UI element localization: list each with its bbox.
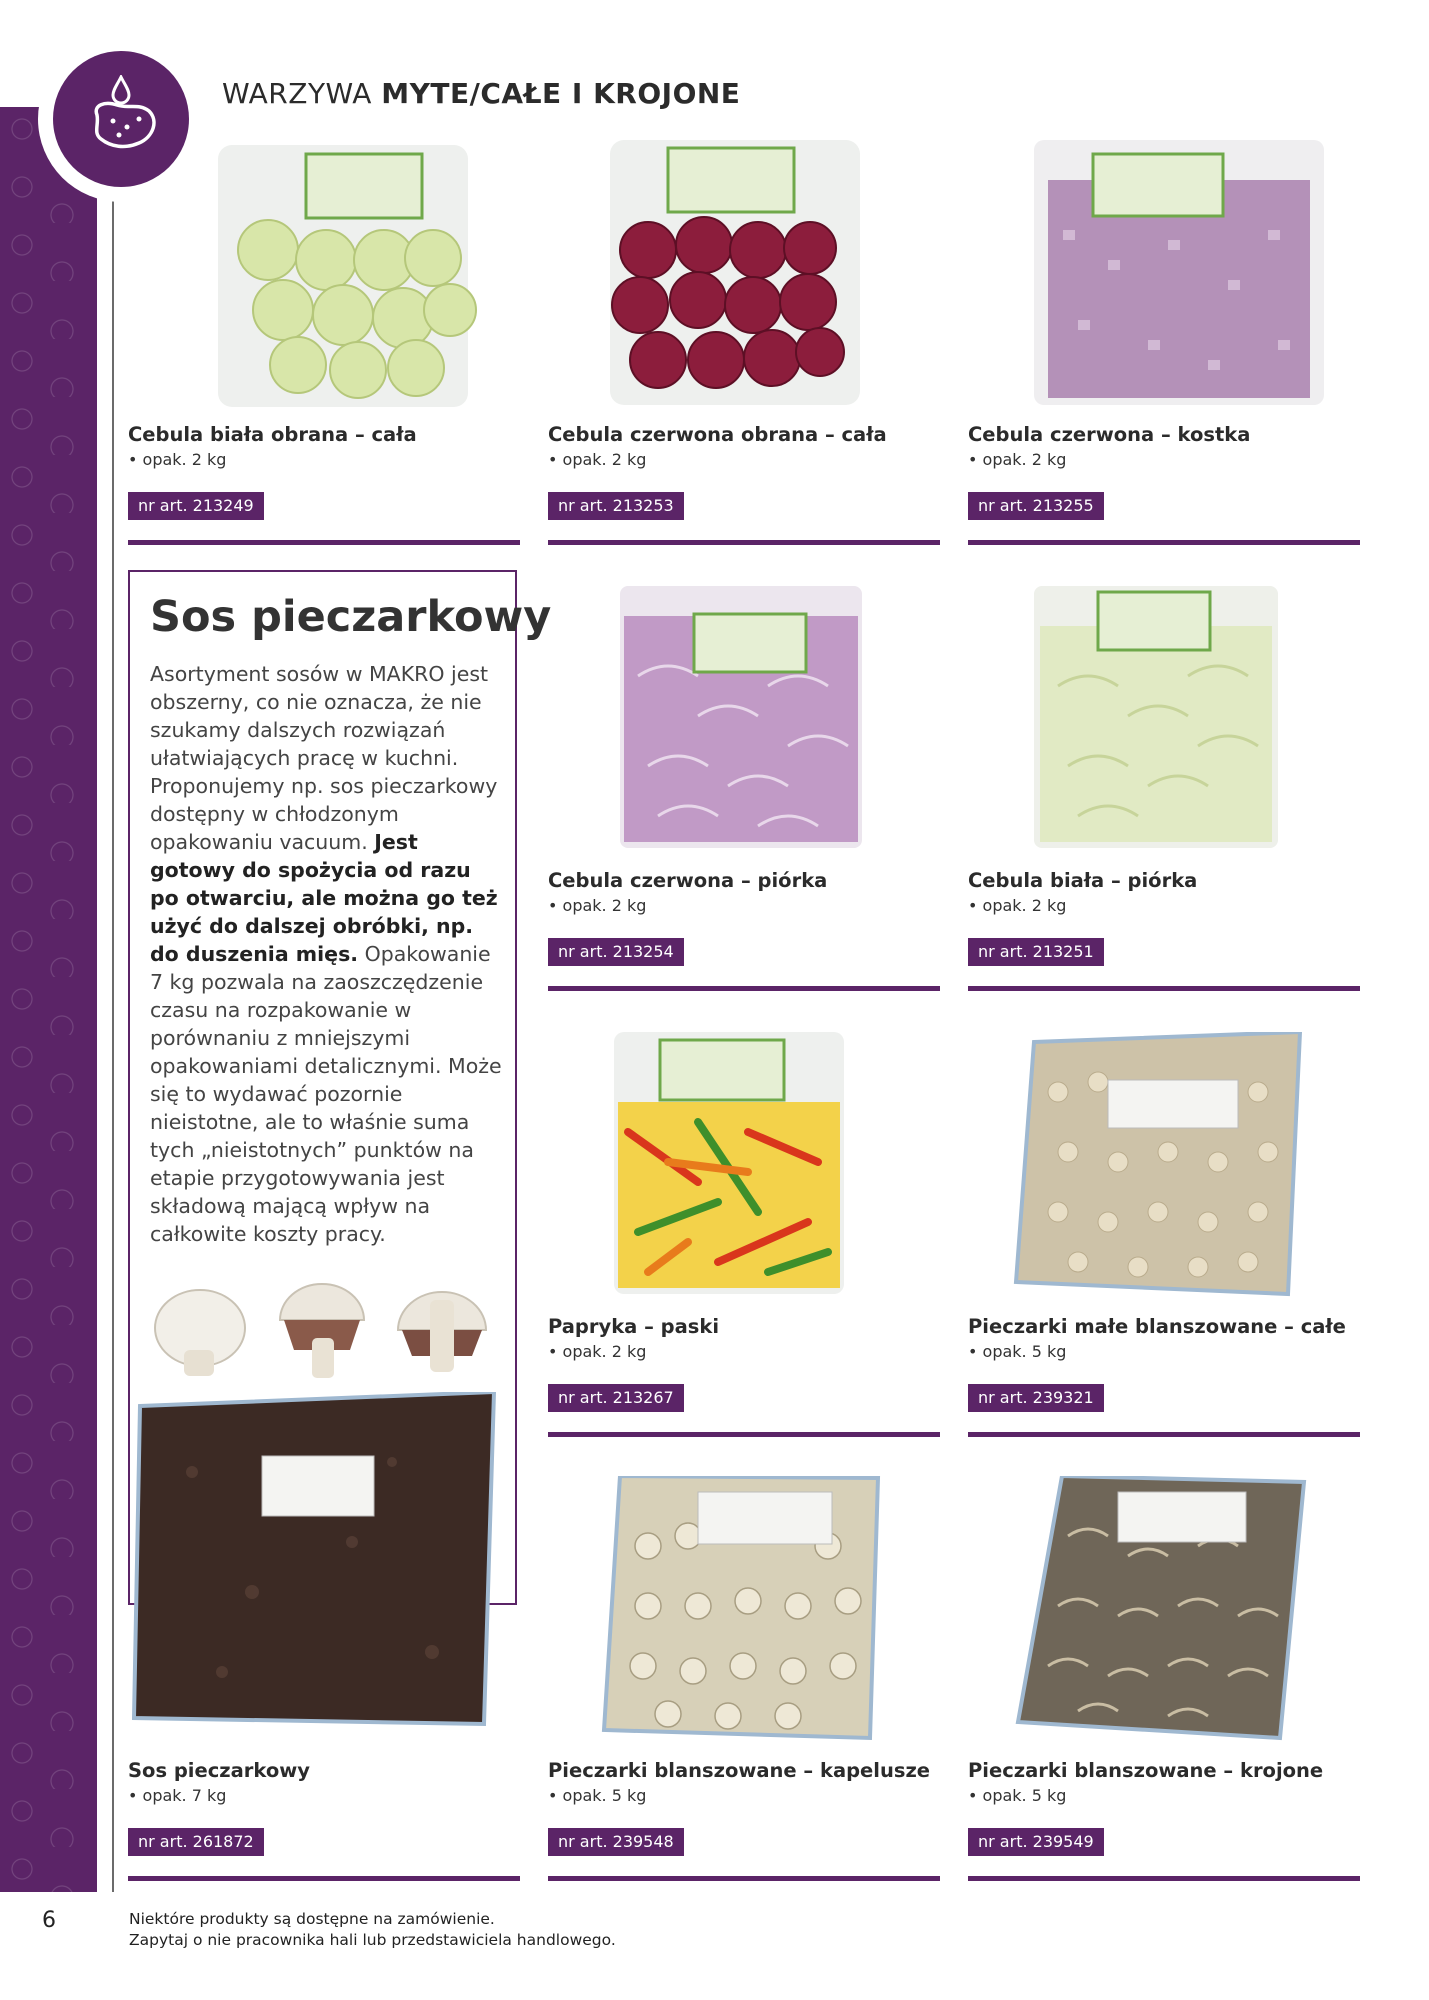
article-number: nr art. 213251	[968, 938, 1104, 966]
product-name: Cebula czerwona – piórka	[548, 869, 828, 892]
product-image-red-onion-sliced	[548, 586, 940, 856]
product-image-white-onion-whole	[128, 140, 520, 410]
product-image-mushroom-sauce	[132, 1392, 504, 1732]
article-number: nr art. 261872	[128, 1828, 264, 1856]
product-name: Pieczarki małe blanszowane – całe	[968, 1315, 1346, 1338]
card-divider	[968, 986, 1360, 991]
card-divider	[968, 540, 1360, 545]
product-pack: • opak. 2 kg	[548, 1342, 647, 1361]
product-card	[548, 1476, 940, 1936]
mushroom-illustration	[150, 1280, 490, 1390]
article-number: nr art. 239548	[548, 1828, 684, 1856]
product-name: Papryka – paski	[548, 1315, 720, 1338]
product-card	[548, 140, 940, 600]
product-name: Pieczarki blanszowane – kapelusze	[548, 1759, 931, 1782]
product-pack: • opak. 2 kg	[128, 450, 227, 469]
product-name: Cebula czerwona – kostka	[968, 423, 1251, 446]
article-number: nr art. 213253	[548, 492, 684, 520]
product-pack: • opak. 5 kg	[548, 1786, 647, 1805]
product-pack: • opak. 7 kg	[128, 1786, 227, 1805]
article-number: nr art. 213255	[968, 492, 1104, 520]
product-card	[128, 140, 520, 600]
card-divider	[968, 1876, 1360, 1881]
page-header	[222, 77, 740, 110]
product-pack: • opak. 2 kg	[548, 450, 647, 469]
header-light: WARZYWA	[222, 77, 372, 110]
card-divider	[548, 1432, 940, 1437]
card-divider	[968, 1432, 1360, 1437]
product-image-mushroom-caps	[548, 1476, 940, 1746]
product-pack: • opak. 2 kg	[968, 896, 1067, 915]
product-name: Sos pieczarkowy	[128, 1759, 310, 1782]
product-pack: • opak. 2 kg	[548, 896, 647, 915]
card-divider	[128, 1876, 520, 1881]
info-text-part: Opakowanie 7 kg pozwala na zaoszczędzenie czasu na rozpakowanie w porównaniu z mniejszymi opakowaniami detalicznymi. Może się to wydawać pozornie nieistotne, ale to właśnie suma tych „nieistotnych” punktów na etapie przygotowywania jest składową mającą wpływ na całkowite koszty pracy.	[150, 942, 502, 1246]
product-pack: • opak. 5 kg	[968, 1786, 1067, 1805]
product-pack: • opak. 2 kg	[968, 450, 1067, 469]
product-image-white-onion-sliced	[968, 586, 1360, 856]
info-title: Sos pieczarkowy	[150, 592, 552, 642]
left-decorative-sidebar	[0, 107, 97, 1892]
product-name: Cebula biała – piórka	[968, 869, 1198, 892]
product-card	[968, 140, 1360, 600]
card-divider	[548, 986, 940, 991]
footer-line: Zapytaj o nie pracownika hali lub przedstawiciela handlowego.	[129, 1931, 616, 1949]
card-divider	[128, 540, 520, 545]
product-image-red-onion-whole	[548, 140, 940, 410]
article-number: nr art. 239549	[968, 1828, 1104, 1856]
card-divider	[548, 540, 940, 545]
product-card	[968, 1476, 1360, 1936]
info-text-part: Asortyment sosów w MAKRO jest obszerny, co nie oznacza, że nie szukamy dalszych rozwiązań ułatwiających pracę w kuchni. Proponujemy np. sos pieczarkowy dostępny w chłodzonym opakowaniu vacuum.	[150, 662, 498, 854]
card-divider	[548, 1876, 940, 1881]
product-card	[968, 586, 1360, 1046]
product-pack: • opak. 5 kg	[968, 1342, 1067, 1361]
product-image-small-mushrooms-whole	[968, 1032, 1360, 1302]
product-image-mushrooms-sliced	[968, 1476, 1360, 1746]
article-number: nr art. 239321	[968, 1384, 1104, 1412]
product-card	[548, 586, 940, 1046]
product-image-red-onion-diced	[968, 140, 1360, 410]
vertical-divider	[112, 195, 114, 1892]
article-number: nr art. 213267	[548, 1384, 684, 1412]
product-image-pepper-strips	[548, 1032, 940, 1302]
article-number: nr art. 213254	[548, 938, 684, 966]
product-name: Pieczarki blanszowane – krojone	[968, 1759, 1324, 1782]
info-text-bold: Jest gotowy do spożycia od razu po otwarciu, ale można go też użyć do dalszej obróbki, np. do duszenia mięs.	[150, 830, 498, 966]
product-card	[548, 1032, 940, 1492]
product-name: Cebula czerwona obrana – cała	[548, 423, 887, 446]
product-name: Cebula biała obrana – cała	[128, 423, 417, 446]
info-text	[150, 660, 502, 1248]
article-number: nr art. 213249	[128, 492, 264, 520]
page-number: 6	[42, 1908, 56, 1933]
footer-note	[129, 1909, 616, 1951]
footer-line: Niektóre produkty są dostępne na zamówienie.	[129, 1910, 495, 1928]
product-card	[968, 1032, 1360, 1492]
header-bold: MYTE/CAŁE I KROJONE	[381, 77, 741, 110]
